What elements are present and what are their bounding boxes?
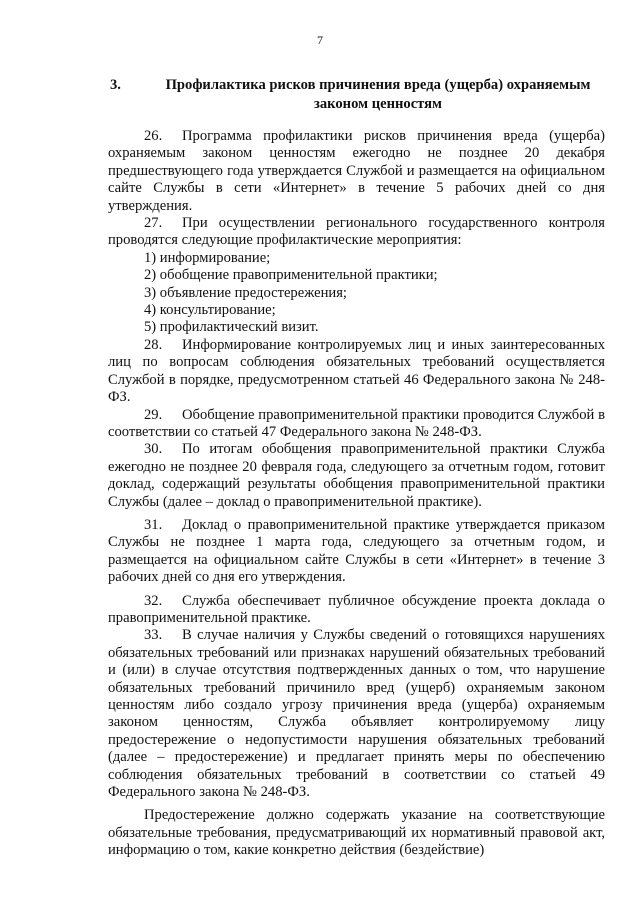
paragraph-27 — [108, 215, 605, 250]
paragraph-text: В случае наличия у Службы сведений о готовящихся нарушениях обязательных требований или признаках нарушений обязательных требований и (или) в случае отсутствия подтвержденных данных о том, что нарушение обязательных требований причинило вред (ущерб) охраняемым законом ценностям либо создало угрозу причинения вреда (ущерба) охраняемым законом ценностям, Служба объявляет контролируемому лицу предостережение о недопустимости нарушения обязательных требований (далее – предостережение) и предлагает принять меры по обеспечению соблюдения обязательных требований в соответствии со статьей 49 Федерального закона № 248-ФЗ. — [108, 627, 605, 801]
paragraph-29 — [108, 407, 605, 442]
paragraph-text: Программа профилактики рисков причинения вреда (ущерба) охраняемым законом ценностям ежегодно не позднее 20 декабря предшествующего года утверждается Службой и размещается на официальном сайте Службы в сети «Интернет» в течение 5 рабочих дней со дня утверждения. — [108, 128, 605, 214]
paragraph-text: Информирование контролируемых лиц и иных заинтересованных лиц по вопросам соблюдения обязательных требований осуществляется Службой в порядке, предусмотренном статьей 46 Федерального закона № 248-ФЗ. — [108, 336, 605, 406]
list-item: 2) обобщение правоприменительной практики; — [144, 267, 438, 284]
section-number: 3. — [110, 77, 121, 93]
paragraph-text: По итогам обобщения правоприменительной практики Служба ежегодно не позднее 20 февраля года, следующего за отчетным годом, готовит доклад, содержащий результаты обобщения правоприменительной практики Службы (далее – доклад о правоприменительной практике). — [108, 441, 605, 510]
paragraph-number: 27. — [144, 215, 163, 232]
paragraph-number: 29. — [144, 406, 163, 423]
paragraph-32 — [108, 593, 605, 628]
paragraph-number: 26. — [144, 128, 163, 144]
document-body — [108, 128, 605, 860]
paragraph-30 — [108, 441, 605, 511]
list-item: 1) информирование; — [144, 249, 271, 266]
paragraph-text: При осуществлении регионального государственного контроля проводятся следующие профилактические мероприятия: — [108, 215, 605, 249]
paragraph-number: 32. — [144, 592, 163, 609]
page-number: 7 — [317, 33, 323, 47]
paragraph-warning-content: Предостережение должно содержать указание на соответствующие обязательные требования, предусматривающий их нормативный правовой акт, информацию о том, какие конкретно действия (бездействие) — [108, 807, 605, 859]
paragraph-number: 30. — [144, 441, 163, 458]
paragraph-text: Служба обеспечивает публичное обсуждение проекта доклада о правоприменительной практике. — [108, 592, 605, 626]
paragraph-number: 31. — [144, 516, 163, 533]
section-title: Профилактика рисков причинения вреда (ущерба) охраняемым законом ценностям — [165, 77, 591, 112]
section-heading — [110, 76, 610, 114]
list-item: 3) объявление предостережения; — [144, 284, 347, 301]
paragraph-28 — [108, 337, 605, 407]
paragraph-text: Доклад о правоприменительной практике утверждается приказом Службы не позднее 1 марта года, следующего за отчетным годом, и размещается на официальном сайте Службы в сети «Интернет» в течение 3 рабочих дней со дня его утверждения. — [108, 516, 605, 586]
paragraph-31 — [108, 517, 605, 587]
paragraph-number: 33. — [144, 627, 163, 644]
paragraph-text: Обобщение правоприменительной практики проводится Службой в соответствии со статьей 47 Федерального закона № 248-ФЗ. — [108, 406, 605, 440]
list-item: 5) профилактический визит. — [144, 319, 319, 336]
paragraph-number: 28. — [144, 336, 163, 353]
paragraph-33 — [108, 627, 605, 801]
paragraph-26 — [108, 128, 605, 215]
list-item: 4) консультирование; — [144, 302, 276, 319]
